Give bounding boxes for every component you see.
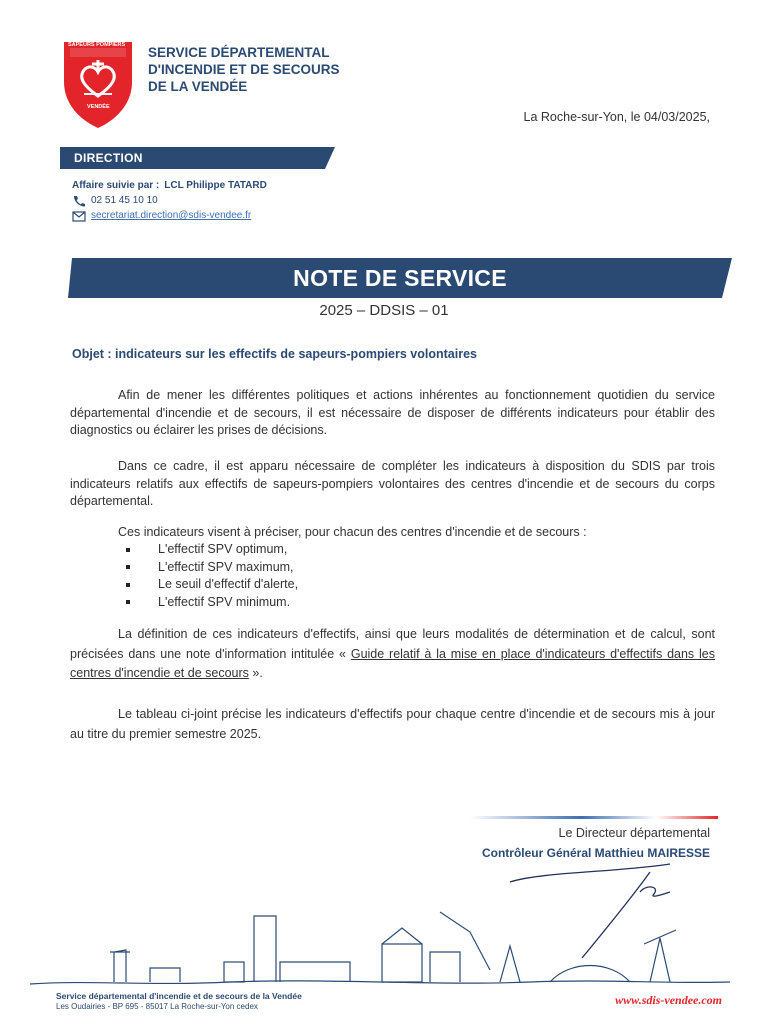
paragraph-5 xyxy=(70,705,715,744)
footer-organization: Service départemental d'incendie et de secours de la Vendée xyxy=(56,991,302,1001)
paragraph-1 xyxy=(70,387,715,440)
footer-address: Les Oudairies - BP 695 - 85017 La Roche-sur-Yon cedex xyxy=(56,1002,258,1011)
guide-title: Guide relatif à la mise en place d'indicateurs d'effectifs dans les centres d'incendie et de secours xyxy=(70,646,715,680)
email-link[interactable]: secretariat.direction@sdis-vendee.fr xyxy=(91,210,252,221)
affaire-name: LCL Philippe TATARD xyxy=(164,180,267,191)
org-line-2: D'INCENDIE ET DE SECOURS xyxy=(148,62,340,77)
subject-line: Objet : indicateurs sur les effectifs de sapeurs-pompiers volontaires xyxy=(72,347,477,361)
indicator-list xyxy=(126,541,298,611)
logo-bottom-text: VENDÉE xyxy=(87,104,110,110)
direction-label: DIRECTION xyxy=(74,151,143,165)
footer-website-link[interactable]: www.sdis-vendee.com xyxy=(615,993,722,1007)
document-date: La Roche-sur-Yon, le 04/03/2025, xyxy=(523,110,710,124)
paragraph-1-text: Afin de mener les différentes politiques et actions inhérentes au fonctionnement quotidien du service départemental d'incendie et de secours, il est nécessaire de disposer de différents indicateurs pour établir des diagnostics ou éclairer les prises de décisions. xyxy=(70,388,715,437)
note-reference: 2025 – DDSIS – 01 xyxy=(319,302,449,319)
paragraph-5-text: Le tableau ci-joint précise les indicateurs d'effectifs pour chaque centre d'incendie et de secours mis à jour au titre du premier semestre 2025. xyxy=(70,707,715,741)
logo-top-text: SAPEURS POMPIERS xyxy=(68,42,126,48)
signature-tricolor-line xyxy=(470,816,718,819)
skyline-illustration xyxy=(30,900,730,990)
phone-number: 02 51 45 10 10 xyxy=(91,195,158,206)
list-item: L'effectif SPV optimum, xyxy=(126,541,298,559)
organization-name xyxy=(148,44,340,95)
signatory-role: Le Directeur départemental xyxy=(558,826,710,840)
affaire-label: Affaire suivie par : xyxy=(72,180,160,191)
org-line-3: DE LA VENDÉE xyxy=(148,79,248,94)
mail-icon xyxy=(72,210,86,222)
paragraph-3-text: Ces indicateurs visent à préciser, pour chacun des centres d'incendie et de secours : xyxy=(118,525,587,539)
phone-icon xyxy=(72,195,86,207)
paragraph-2 xyxy=(70,458,715,511)
title-band xyxy=(68,258,732,298)
paragraph-2-text: Dans ce cadre, il est apparu nécessaire de compléter les indicateurs à disposition du SDIS par trois indicateurs relatifs aux effectifs de sapeurs-pompiers volontaires des centres d'incendie et de secours du corps départemental. xyxy=(70,459,715,508)
paragraph-4-end: ». xyxy=(252,666,263,680)
sdis-logo xyxy=(60,38,136,130)
org-line-1: SERVICE DÉPARTEMENTAL xyxy=(148,45,330,60)
list-item: L'effectif SPV minimum. xyxy=(126,594,298,612)
note-title: NOTE DE SERVICE xyxy=(293,265,507,291)
paragraph-3 xyxy=(70,524,715,542)
list-item: Le seuil d'effectif d'alerte, xyxy=(126,576,298,594)
list-item: L'effectif SPV maximum, xyxy=(126,559,298,577)
contact-block xyxy=(72,178,267,223)
direction-band xyxy=(60,147,335,169)
signatory-name: Contrôleur Général Matthieu MAIRESSE xyxy=(481,846,710,860)
paragraph-4-start: La définition de ces indicateurs d'effectifs, ainsi que leurs modalités de détermination et de calcul, sont précisées dans une note d'information intitulée « xyxy=(70,627,715,661)
paragraph-4 xyxy=(70,625,715,684)
